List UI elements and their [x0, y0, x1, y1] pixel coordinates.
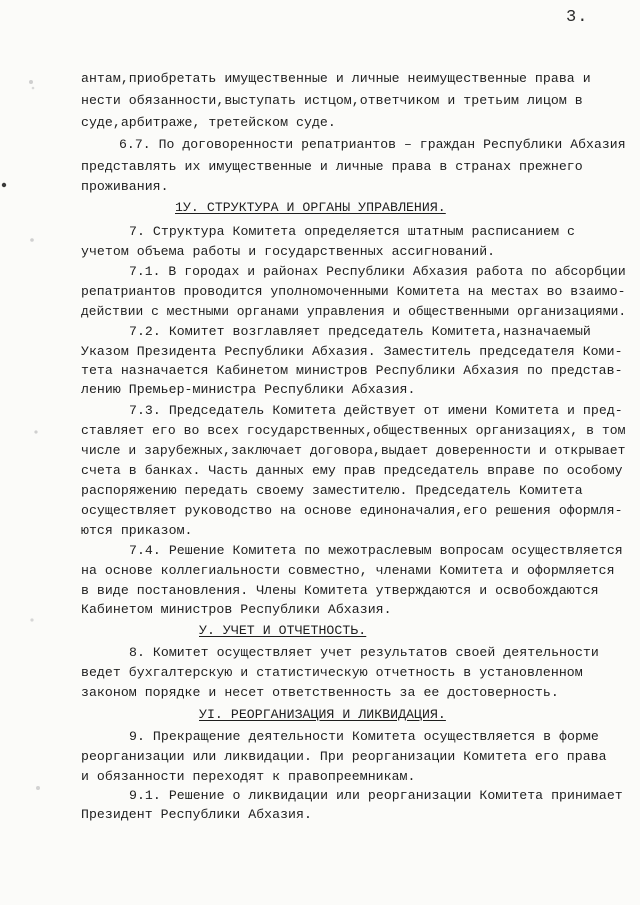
page-number: 3. [566, 8, 589, 27]
body-line: законом порядке и несет ответственность за ее достоверность. [81, 685, 559, 700]
body-line: 7.3. Председатель Комитета действует от имени Комитета и пред- [129, 403, 623, 418]
body-line: Президент Республики Абхазия. [81, 807, 312, 822]
body-line: лению Премьер-министра Республики Абхазия. [81, 382, 416, 397]
body-line: 7.4. Решение Комитета по межотраслевым вопросам осуществляется [129, 543, 623, 558]
body-line: счета в банках. Часть данных ему прав председатель вправе по особому [81, 463, 623, 478]
body-line: 6.7. По договоренности репатриантов – граждан Республики Абхазия [119, 137, 626, 152]
body-line: на основе коллегиальности совместно, членами Комитета и оформляется [81, 563, 615, 578]
body-line: действии с местными органами управления и общественными организациями. [81, 304, 627, 319]
body-line: Кабинетом министров Республики Абхазия. [81, 602, 392, 617]
section-heading-structure: 1У. СТРУКТУРА И ОРГАНЫ УПРАВЛЕНИЯ. [175, 200, 446, 215]
body-line: Указом Президента Республики Абхазия. Заместитель председателя Коми- [81, 344, 623, 359]
body-line: 9.1. Решение о ликвидации или реорганизации Комитета принимает [129, 788, 623, 803]
body-line: учетом объема работы и государственных ассигнований. [81, 244, 496, 259]
body-line: 7. Структура Комитета определяется штатным расписанием с [129, 224, 575, 239]
body-line: ведет бухгалтерскую и статистическую отчетность в установленном [81, 665, 583, 680]
body-line: репатриантов проводится уполномоченными Комитета на местах во взаимо- [81, 284, 626, 299]
body-line: 7.1. В городах и районах Республики Абхазия работа по абсорбции [129, 264, 626, 279]
body-line: тета назначается Кабинетом министров Республики Абхазия по представ- [81, 363, 623, 378]
body-line: ставляет его во всех государственных,общественных организациях, в том [81, 423, 626, 438]
body-line: 8. Комитет осуществляет учет результатов своей деятельности [129, 645, 599, 660]
body-line: распоряжению передать своему заместителю. Председатель Комитета [81, 483, 583, 498]
section-heading-reorganization: УI. РЕОРГАНИЗАЦИЯ И ЛИКВИДАЦИЯ. [199, 707, 446, 722]
section-heading-accounting: У. УЧЕТ И ОТЧЕТНОСТЬ. [199, 623, 367, 638]
body-line: антам,приобретать имущественные и личные неимущественные права и [81, 71, 591, 86]
body-line: представлять их имущественные и личные права в странах прежнего [81, 159, 583, 174]
body-line: суде,арбитраже, третейском суде. [81, 115, 336, 130]
body-line: реорганизации или ликвидации. При реорганизации Комитета его права [81, 749, 607, 764]
body-line: 9. Прекращение деятельности Комитета осуществляется в форме [129, 729, 599, 744]
body-line: проживания. [81, 179, 169, 194]
body-line: и обязанности переходят к правопреемникам. [81, 769, 416, 784]
body-line: нести обязанности,выступать истцом,ответчиком и третьим лицом в [81, 93, 583, 108]
body-line: числе и зарубежных,заключает договора,выдает доверенности и открывает [81, 443, 626, 458]
body-line: 7.2. Комитет возглавляет председатель Комитета,назначаемый [129, 324, 591, 339]
body-line: ются приказом. [81, 523, 193, 538]
body-line: осуществляет руководство на основе единоначалия,его решения оформля- [81, 503, 623, 518]
body-line: в виде постановления. Члены Комитета утверждаются и освобождаются [81, 583, 599, 598]
